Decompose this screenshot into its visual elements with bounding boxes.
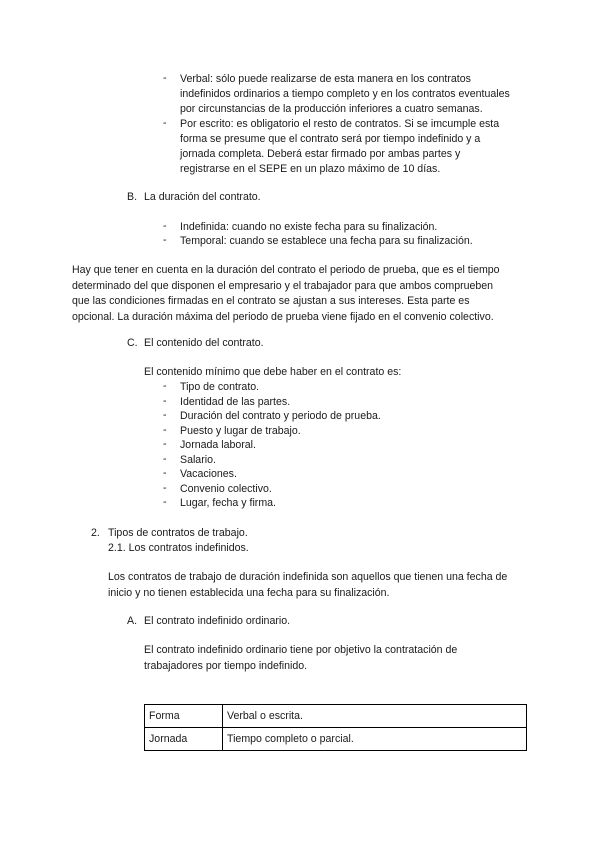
bullet-temporal: Temporal: cuando se establece una fecha para su finalización.	[180, 235, 473, 247]
bullet-marker: -	[163, 423, 167, 436]
section-2-marker: 2.	[91, 527, 100, 539]
bullet-marker: -	[163, 452, 167, 465]
list-item: Salario.	[180, 453, 216, 466]
bullet-verbal	[180, 72, 540, 117]
text-line: determinado del que disponen el empresario y el trabajador para que ambos comprueben	[72, 279, 494, 292]
section-2-title: Tipos de contratos de trabajo.	[108, 527, 248, 539]
table-cell-value: Verbal o escrita.	[223, 705, 527, 728]
list-item: Jornada laboral.	[180, 439, 256, 451]
list-item: Puesto y lugar de trabajo.	[180, 424, 301, 437]
section-b-marker: B.	[127, 191, 138, 203]
ordinary-contract-paragraph	[144, 643, 544, 674]
bullet-indefinida: Indefinida: cuando no existe fecha para su finalización.	[180, 221, 438, 233]
table-row	[145, 728, 527, 751]
section-2-1-subtitle: 2.1. Los contratos indefinidos.	[108, 542, 249, 554]
text-line: Verbal: sólo puede realizarse de esta manera en los contratos	[180, 73, 471, 85]
indefinite-contracts-paragraph	[108, 570, 538, 601]
bullet-marker: -	[163, 438, 167, 450]
text-line: que las condiciones firmadas en el contrato se ajustan a sus intereses. Esta parte es	[72, 295, 470, 307]
text-line: trabajadores por tiempo indefinido.	[144, 659, 308, 672]
text-line: inicio y no tienen establecida una fecha para su finalización.	[108, 586, 390, 599]
section-a-marker: A.	[127, 615, 138, 627]
bullet-marker: -	[163, 72, 167, 84]
section-c-title: El contenido del contrato.	[144, 337, 264, 349]
text-line: forma se presume que el contrato será por tiempo indefinido y a	[180, 133, 481, 145]
bullet-marker: -	[163, 409, 167, 421]
list-item: Lugar, fecha y firma.	[180, 497, 276, 509]
text-line: jornada completa. Deberá estar firmado por ambas partes y	[180, 148, 461, 160]
bullet-marker: -	[163, 394, 167, 407]
text-line: por circunstancias de la producción inferiores a cuatro semanas.	[180, 103, 483, 115]
section-c-marker: C.	[127, 337, 138, 349]
text-line: indefinidos ordinarios a tiempo completo y en los contratos eventuales	[180, 88, 510, 100]
section-c-intro: El contenido mínimo que debe haber en el contrato es:	[144, 366, 402, 378]
section-b-title: La duración del contrato.	[144, 191, 261, 203]
list-item: Duración del contrato y periodo de prueba.	[180, 410, 381, 422]
text-line: El contrato indefinido ordinario tiene por objetivo la contratación de	[144, 644, 458, 656]
text-line: registrarse en el SEPE en un plazo máximo de 10 días.	[180, 163, 441, 175]
bullet-escrito	[180, 117, 540, 177]
table-cell-label: Forma	[145, 705, 223, 728]
bullet-marker: -	[163, 481, 167, 494]
list-item: Vacaciones.	[180, 468, 237, 480]
list-item: Identidad de las partes.	[180, 395, 291, 408]
list-item: Tipo de contrato.	[180, 381, 260, 393]
text-line: opcional. La duración máxima del periodo de prueba viene fijado en el convenio colectivo.	[72, 310, 494, 323]
trial-period-paragraph	[72, 263, 532, 325]
contract-info-table	[144, 704, 527, 751]
table-row	[145, 705, 527, 728]
bullet-marker: -	[163, 467, 167, 479]
text-line: Hay que tener en cuenta en la duración del contrato el periodo de prueba, que es el tiempo	[72, 264, 500, 276]
table-cell-value: Tiempo completo o parcial.	[223, 728, 527, 751]
bullet-marker: -	[163, 220, 167, 232]
bullet-marker: -	[163, 496, 167, 508]
text-line: Por escrito: es obligatorio el resto de contratos. Si se imcumple esta	[180, 118, 500, 130]
text-line: Los contratos de trabajo de duración indefinida son aquellos que tienen una fecha de	[108, 571, 508, 583]
bullet-marker: -	[163, 380, 167, 392]
bullet-marker: -	[163, 117, 167, 129]
bullet-marker: -	[163, 234, 167, 246]
section-a-title: El contrato indefinido ordinario.	[144, 615, 291, 627]
list-item: Convenio colectivo.	[180, 482, 272, 495]
table-cell-label: Jornada	[145, 728, 223, 751]
